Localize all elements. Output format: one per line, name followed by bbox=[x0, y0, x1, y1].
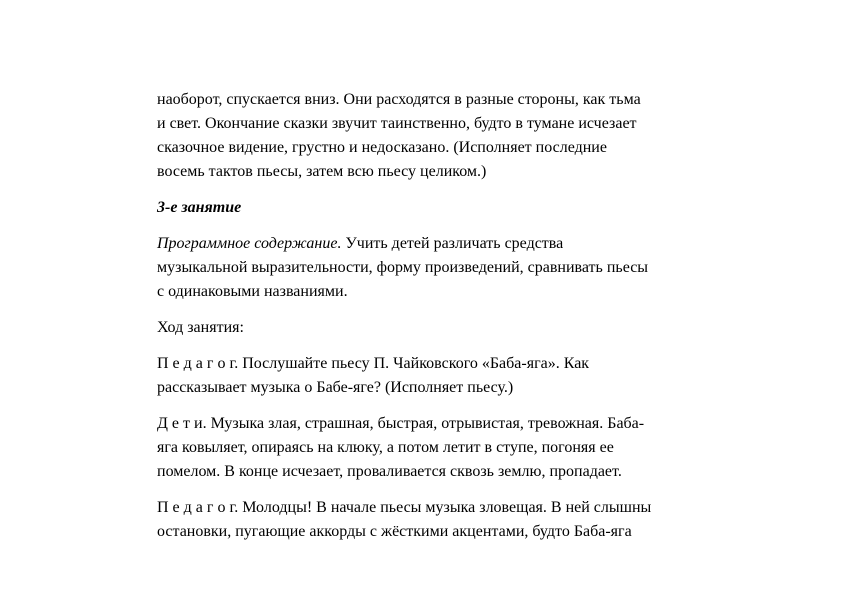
text-line: яга ковыляет, опираясь на клюку, а потом летит в ступе, погоняя ее bbox=[157, 439, 614, 456]
text-line: П е д а г о г. Послушайте пьесу П. Чайковского «Баба-яга». Как bbox=[157, 355, 590, 372]
text-line: музыкальной выразительности, форму произведений, сравнивать пьесы bbox=[157, 259, 649, 276]
paragraph-teacher-2 bbox=[157, 496, 717, 544]
document-body bbox=[157, 88, 717, 556]
text-line: сказочное видение, грустно и недосказано. (Исполняет последние bbox=[157, 139, 607, 156]
text-line: П е д а г о г. Молодцы! В начале пьесы музыка зловещая. В ней слышны bbox=[157, 499, 652, 516]
text-line bbox=[157, 232, 717, 256]
program-label: Программное содержание. bbox=[157, 235, 342, 252]
text-line: с одинаковыми названиями. bbox=[157, 283, 348, 300]
paragraph-program-content bbox=[157, 232, 717, 304]
paragraph-children bbox=[157, 412, 717, 484]
text-line: остановки, пугающие аккорды с жёсткими акцентами, будто Баба-яга bbox=[157, 523, 632, 540]
text-line: наоборот, спускается вниз. Они расходятся в разные стороны, как тьма bbox=[157, 91, 641, 108]
text-line: помелом. В конце исчезает, проваливается сквозь землю, пропадает. bbox=[157, 463, 622, 480]
paragraph-teacher-1 bbox=[157, 352, 717, 400]
text-line: рассказывает музыка о Бабе-яге? (Исполняет пьесу.) bbox=[157, 379, 514, 396]
program-text: Учить детей различать средства bbox=[341, 235, 564, 252]
lesson-heading: 3-е занятие bbox=[157, 199, 242, 216]
text-line: восемь тактов пьесы, затем всю пьесу целиком.) bbox=[157, 163, 487, 180]
text-line: Д е т и. Музыка злая, страшная, быстрая, отрывистая, тревожная. Баба- bbox=[157, 415, 645, 432]
lesson-course-label: Ход занятия: bbox=[157, 319, 244, 336]
paragraph-fairy-tale-ending bbox=[157, 88, 717, 184]
text-line: и свет. Окончание сказки звучит таинственно, будто в тумане исчезает bbox=[157, 115, 637, 132]
